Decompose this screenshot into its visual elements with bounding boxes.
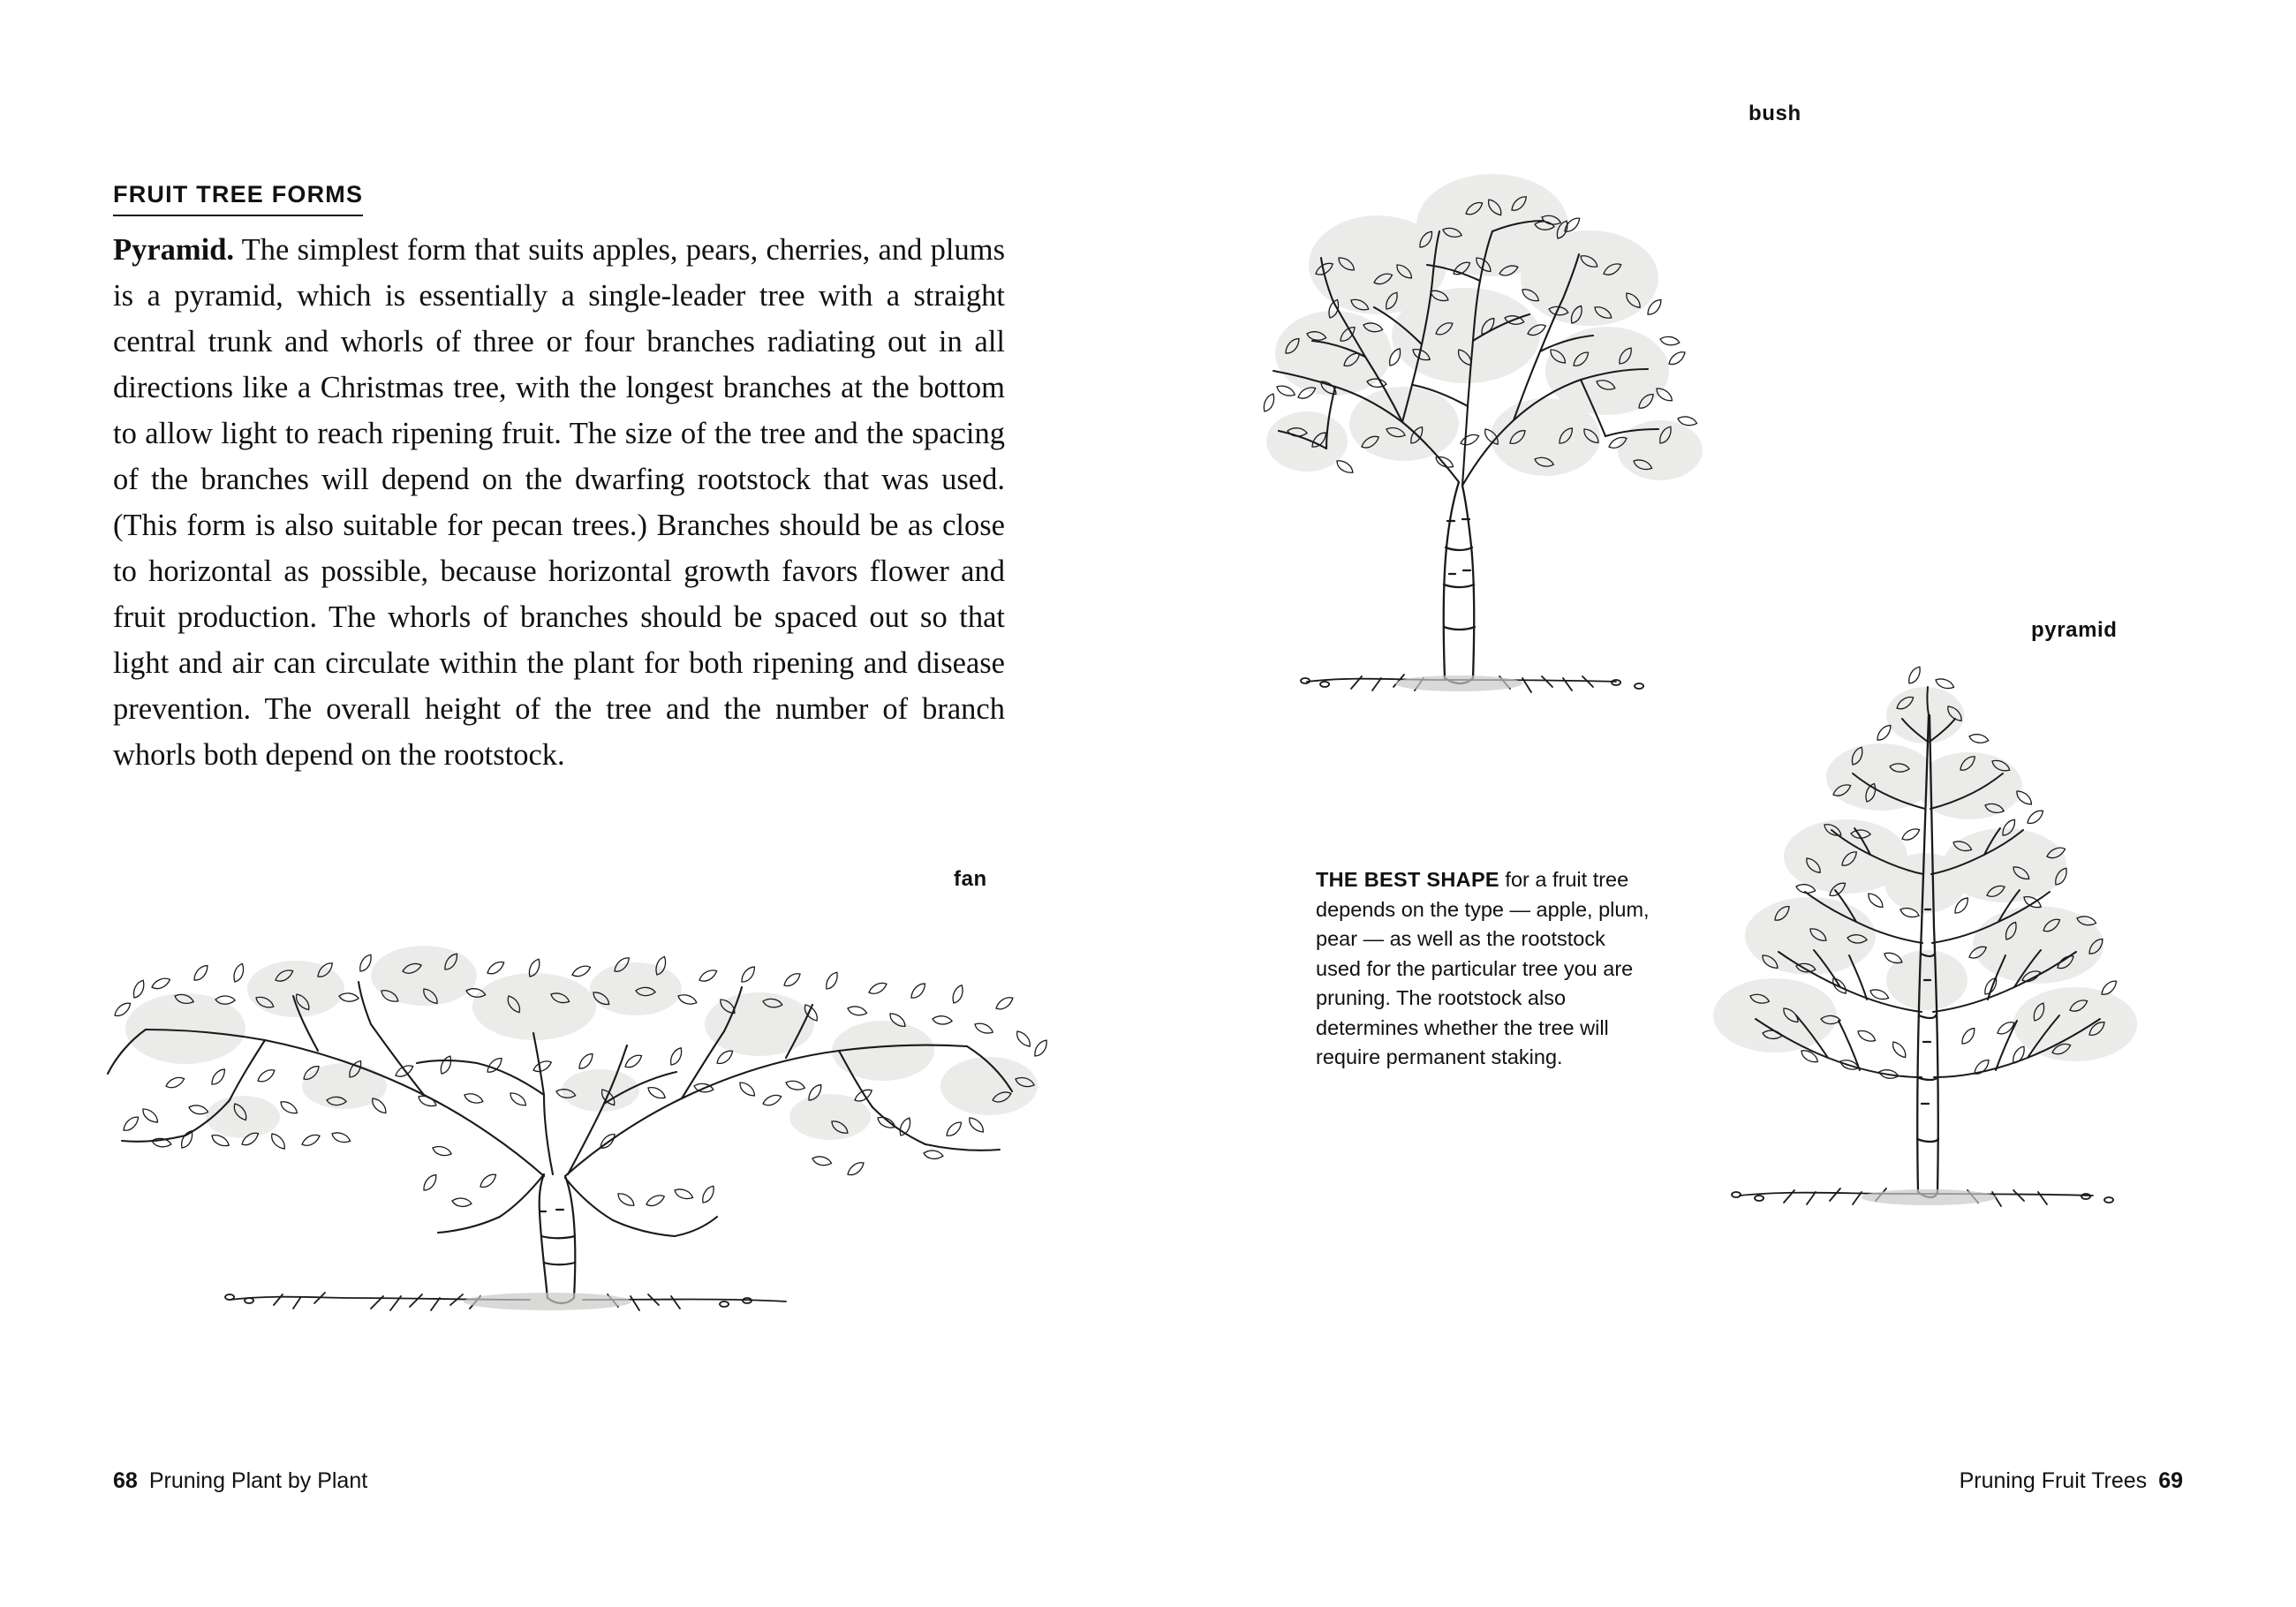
- section-heading: FRUIT TREE FORMS: [113, 181, 363, 216]
- body-paragraph: [113, 227, 1005, 778]
- fan-tree-drawing: [53, 883, 1104, 1377]
- figure-pyramid-tree: [1678, 618, 2190, 1316]
- footer-title-left: Pruning Plant by Plant: [148, 1468, 368, 1493]
- figure-pyramid-label: pyramid: [2031, 618, 2118, 642]
- paragraph-text: The simplest form that suits apples, pears, cherries, and plums is a pyramid, which is essentially a single-leader tree with a straight central trunk and whorls of three or four branches radiating out in all directions like a Christmas tree, with the longest branches at the bottom to allow light to reach ripening fruit. The size of the tree and the spacing of the branches will depend on the dwarfing rootstock that was used. (This form is also suitable for pecan trees.) Branches should be as close to horizontal as possible, because horizontal growth favors flower and fruit production. The whorls of branches should be spaced out so that light and air can circulate within the plant for both ripening and disease prevention. The overall height of the tree and the number of branch whorls both depend on the rootstock.: [113, 233, 1005, 772]
- trunk: [1444, 482, 1475, 683]
- figure-bush-label: bush: [1748, 102, 1801, 125]
- caption-lead-in: THE BEST SHAPE: [1316, 868, 1499, 891]
- pyramid-tree-drawing: [1678, 662, 2190, 1316]
- trunk: [540, 1174, 576, 1303]
- article-body: [113, 181, 1005, 778]
- paragraph-lead-in: Pyramid.: [113, 233, 235, 267]
- figure-fan-label: fan: [954, 867, 987, 891]
- page-number-right: 69: [2158, 1468, 2183, 1493]
- right-page: [1148, 0, 2296, 1607]
- footer-right: [1960, 1468, 2183, 1494]
- footer-title-right: Pruning Fruit Trees: [1959, 1468, 2148, 1493]
- page-number-left: 68: [113, 1468, 138, 1493]
- foliage-wash: [1266, 174, 1703, 480]
- caption-text: for a fruit tree depends on the type — apple, plum, pear — as well as the rootstock used for the particular tree you are pruning. The rootstock also determines whether the tree will require permanent staking.: [1316, 868, 1650, 1068]
- figure-fan-tree: [53, 867, 1104, 1377]
- footer-left: [113, 1468, 367, 1494]
- figure-caption: [1316, 865, 1651, 1073]
